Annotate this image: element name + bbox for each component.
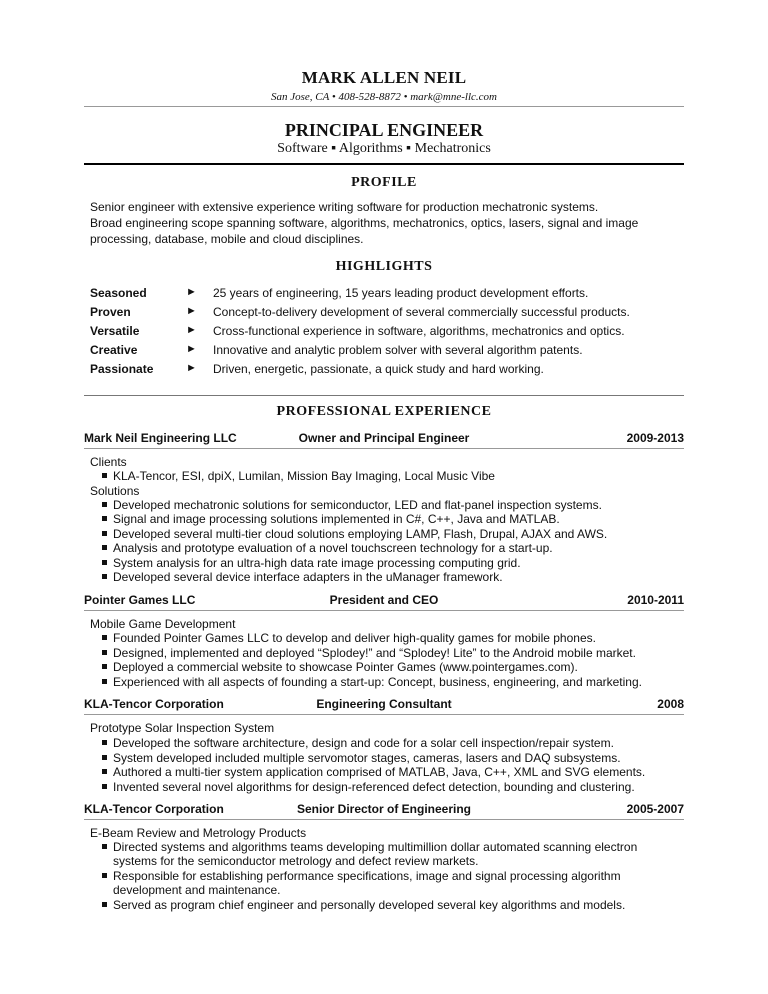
bullet-icon: [102, 635, 107, 640]
bullet-icon: [102, 502, 107, 507]
profile-line: processing, database, mobile and cloud disciplines.: [90, 232, 364, 246]
arrow-icon: ►: [186, 324, 197, 336]
bullet-icon: [102, 784, 107, 789]
job-divider: [84, 610, 684, 611]
job-subheading: Clients: [90, 455, 127, 469]
highlight-row: [90, 362, 690, 380]
job-subheading: E-Beam Review and Metrology Products: [90, 826, 307, 840]
job-role: Engineering Consultant: [316, 697, 452, 711]
bullet-text: Developed the software architecture, design and code for a solar cell inspection/repair system.: [113, 736, 614, 750]
bullet-text: Deployed a commercial website to showcase Pointer Games (www.pointergames.com).: [113, 660, 578, 674]
bullet-icon: [102, 902, 107, 907]
specialties: Software ▪ Algorithms ▪ Mechatronics: [277, 141, 491, 156]
bullet-item: [102, 765, 645, 779]
job-dates: 2010-2011: [627, 593, 684, 607]
bullet-item: [102, 556, 521, 570]
job-header: [84, 802, 684, 818]
job-subheading: Mobile Game Development: [90, 617, 236, 631]
bullet-text: Responsible for establishing performance specifications, image and signal processing algorithm: [113, 869, 621, 883]
highlight-text: Concept-to-delivery development of several commercially successful products.: [213, 305, 630, 319]
job-divider: [84, 819, 684, 820]
job-header: [84, 697, 684, 713]
profile-line: Senior engineer with extensive experience writing software for production mechatronic systems.: [90, 200, 599, 214]
profile-text: [90, 199, 680, 247]
bullet-item: [102, 898, 625, 912]
bullet-icon: [102, 755, 107, 760]
highlights-heading: HIGHLIGHTS: [335, 259, 433, 274]
job-dates: 2009-2013: [626, 431, 684, 445]
contact-info: San Jose, CA • 408-528-8872 • mark@mne-llc.com: [271, 91, 497, 103]
bullet-text: Invented several novel algorithms for design-referenced defect detection, bounding and clustering.: [113, 780, 635, 794]
title-divider: [84, 163, 684, 165]
bullet-icon: [102, 473, 107, 478]
bullet-text: Designed, implemented and deployed “Splodey!” and “Splodey! Lite” to the Android mobile market.: [113, 646, 636, 660]
job-role: President and CEO: [329, 593, 439, 607]
bullet-text: Analysis and prototype evaluation of a novel touchscreen technology for a start-up.: [113, 541, 553, 555]
job-role: Senior Director of Engineering: [296, 802, 472, 816]
highlight-label: Creative: [90, 343, 138, 357]
job-dates: 2008: [657, 697, 684, 711]
bullet-item: [102, 736, 614, 750]
arrow-icon: ►: [186, 343, 197, 355]
highlight-row: [90, 286, 690, 304]
bullet-icon: [102, 516, 107, 521]
highlight-row: [90, 324, 690, 342]
job-role: Owner and Principal Engineer: [298, 431, 470, 445]
bullet-text: Served as program chief engineer and personally developed several key algorithms and models.: [113, 898, 626, 912]
header-divider: [84, 106, 684, 107]
bullet-icon: [102, 769, 107, 774]
profile-line: Broad engineering scope spanning software, algorithms, mechatronics, optics, lasers, signal and image: [90, 216, 639, 230]
bullet-text: Experienced with all aspects of founding a start-up: Concept, business, engineering, and marketing.: [113, 675, 642, 689]
highlight-label: Versatile: [90, 324, 140, 338]
arrow-icon: ►: [186, 362, 197, 374]
bullet-text: Developed several device interface adapters in the uManager framework.: [113, 570, 503, 584]
section-divider: [84, 395, 684, 396]
bullet-item: [102, 469, 495, 483]
job-subheading: Prototype Solar Inspection System: [90, 721, 275, 735]
highlight-row: [90, 305, 690, 323]
candidate-name: MARK ALLEN NEIL: [301, 68, 467, 87]
bullet-continuation: systems for the semiconductor metrology and defect review markets.: [113, 854, 479, 868]
job-title: PRINCIPAL ENGINEER: [284, 120, 484, 140]
bullet-item: [102, 631, 596, 645]
highlight-row: [90, 343, 690, 361]
company-name: Pointer Games LLC: [84, 593, 196, 607]
bullet-text: Developed mechatronic solutions for semiconductor, LED and flat-panel inspection systems.: [113, 498, 602, 512]
highlight-text: Cross-functional experience in software, algorithms, mechatronics and optics.: [213, 324, 625, 338]
bullet-icon: [102, 560, 107, 565]
arrow-icon: ►: [186, 305, 197, 317]
job-divider: [84, 448, 684, 449]
bullet-icon: [102, 650, 107, 655]
bullet-item: [102, 541, 553, 555]
job-dates: 2005-2007: [626, 802, 684, 816]
job-divider: [84, 714, 684, 715]
bullet-icon: [102, 844, 107, 849]
bullet-item: [102, 512, 560, 526]
bullet-item: [102, 869, 621, 883]
bullet-icon: [102, 664, 107, 669]
highlight-label: Passionate: [90, 362, 154, 376]
bullet-item: [102, 675, 642, 689]
bullet-item: [102, 840, 637, 854]
bullet-icon: [102, 574, 107, 579]
bullet-icon: [102, 679, 107, 684]
arrow-icon: ►: [186, 286, 197, 298]
bullet-item: [102, 498, 602, 512]
bullet-text: Authored a multi-tier system application comprised of MATLAB, Java, C++, XML and SVG elements.: [113, 765, 646, 779]
bullet-text: Developed several multi-tier cloud solutions employing LAMP, Flash, Drupal, AJAX and AWS.: [113, 527, 608, 541]
bullet-text: KLA-Tencor, ESI, dpiX, Lumilan, Mission Bay Imaging, Local Music Vibe: [113, 469, 495, 483]
highlight-label: Seasoned: [90, 286, 147, 300]
bullet-icon: [102, 545, 107, 550]
bullet-text: Founded Pointer Games LLC to develop and deliver high-quality games for mobile phones.: [113, 631, 596, 645]
bullet-icon: [102, 873, 107, 878]
company-name: Mark Neil Engineering LLC: [84, 431, 237, 445]
bullet-item: [102, 751, 621, 765]
bullet-text: Directed systems and algorithms teams developing multimillion dollar automated scanning electron: [113, 840, 638, 854]
profile-heading: PROFILE: [351, 175, 417, 190]
job-header: [84, 431, 684, 447]
bullet-continuation: development and maintenance.: [113, 883, 281, 897]
highlight-text: 25 years of engineering, 15 years leading product development efforts.: [213, 286, 589, 300]
bullet-icon: [102, 531, 107, 536]
bullet-text: Signal and image processing solutions implemented in C#, C++, Java and MATLAB.: [113, 512, 560, 526]
bullet-item: [102, 646, 636, 660]
bullet-text: System analysis for an ultra-high data rate image processing computing grid.: [113, 556, 521, 570]
bullet-item: [102, 527, 607, 541]
highlight-text: Driven, energetic, passionate, a quick study and hard working.: [213, 362, 544, 376]
highlight-label: Proven: [90, 305, 131, 319]
job-subheading: Solutions: [90, 484, 140, 498]
bullet-text: System developed included multiple servomotor stages, cameras, lasers and DAQ subsystems.: [113, 751, 621, 765]
bullet-item: [102, 570, 503, 584]
experience-heading: PROFESSIONAL EXPERIENCE: [276, 404, 492, 419]
bullet-item: [102, 780, 635, 794]
job-header: [84, 593, 684, 609]
company-name: KLA-Tencor Corporation: [84, 802, 224, 816]
bullet-icon: [102, 740, 107, 745]
bullet-item: [102, 660, 578, 674]
highlight-text: Innovative and analytic problem solver with several algorithm patents.: [213, 343, 583, 357]
company-name: KLA-Tencor Corporation: [84, 697, 224, 711]
